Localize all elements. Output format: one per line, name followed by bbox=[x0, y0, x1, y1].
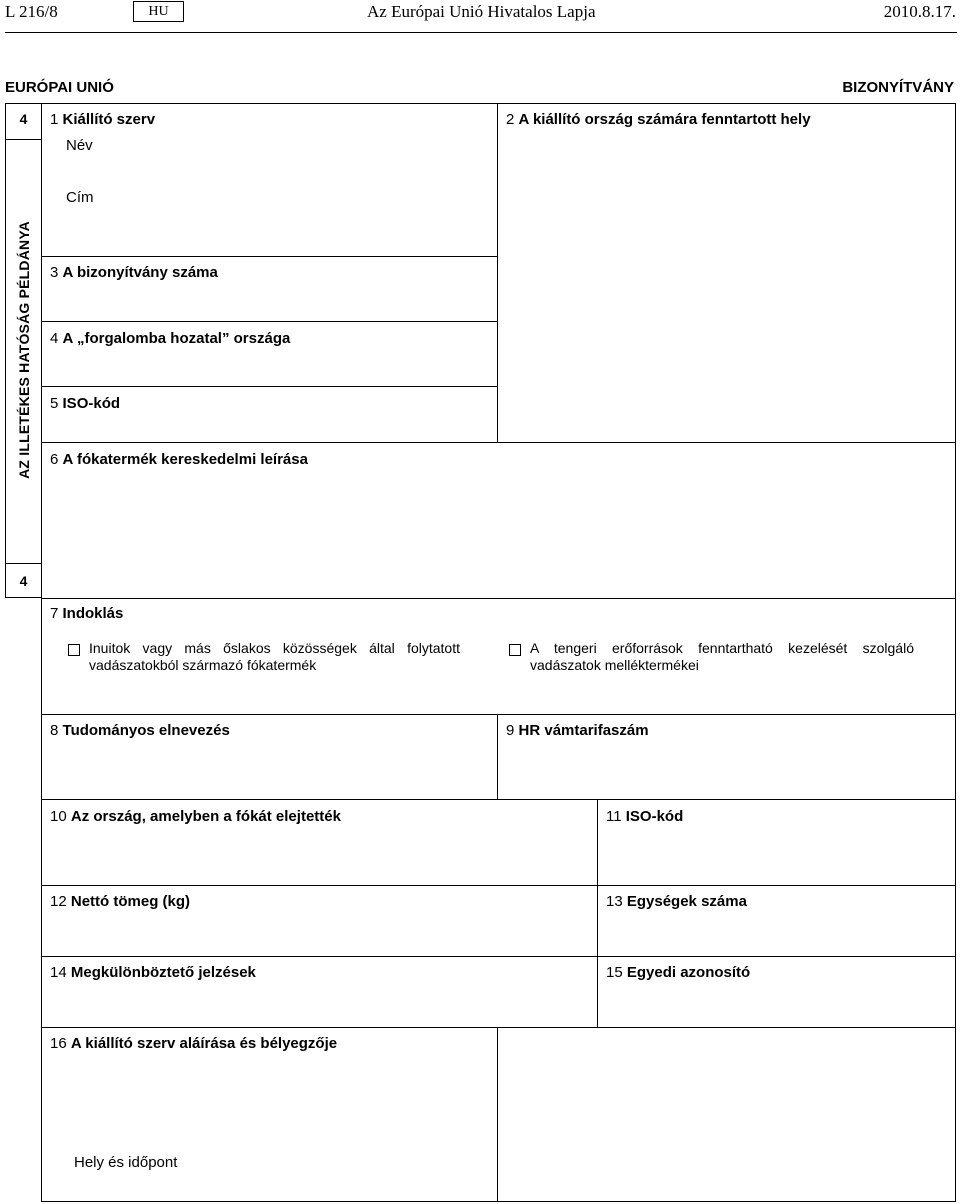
copy-column-divider-top bbox=[5, 139, 42, 140]
language-code-box: HU bbox=[133, 1, 184, 22]
divider-box3-box4 bbox=[41, 321, 498, 322]
field-14-label: 14 Megkülönböztető jelzések bbox=[50, 964, 256, 981]
copy-column-divider-bottom bbox=[5, 563, 42, 564]
divider-box16-right bbox=[497, 1027, 498, 1202]
divider-box8-box10 bbox=[41, 799, 956, 800]
checkbox-option-2[interactable] bbox=[509, 644, 521, 656]
field-4-label: 4 A „forgalomba hozatal” országa bbox=[50, 330, 291, 347]
divider-box10-box12 bbox=[41, 885, 956, 886]
certificate-title: BIZONYÍTVÁNY bbox=[842, 79, 954, 96]
copy-number-top: 4 bbox=[19, 111, 28, 127]
divider-box14-box16 bbox=[41, 1027, 956, 1028]
field-15-label: 15 Egyedi azonosító bbox=[606, 964, 751, 981]
field-6-label: 6 A fókatermék kereskedelmi leírása bbox=[50, 451, 308, 468]
eu-title: EURÓPAI UNIÓ bbox=[5, 79, 114, 96]
journal-title: Az Európai Unió Hivatalos Lapja bbox=[367, 2, 596, 21]
divider-box10-box11 bbox=[597, 799, 598, 1028]
header-rule bbox=[5, 32, 957, 33]
field-16-label: 16 A kiállító szerv aláírása és bélyegzője bbox=[50, 1035, 338, 1052]
field-7-option-1[interactable] bbox=[68, 640, 460, 674]
field-7-label: 7 Indoklás bbox=[50, 605, 124, 622]
field-1-name-label: Név bbox=[66, 137, 93, 154]
field-9-label: 9 HR vámtarifaszám bbox=[506, 722, 649, 739]
divider-box6-box7 bbox=[41, 598, 956, 599]
field-1-label: 1 Kiállító szerv bbox=[50, 111, 156, 128]
divider-box1-box3 bbox=[41, 256, 498, 257]
competent-authority-copy-label: AZ ILLETÉKES HATÓSÁG PÉLDÁNYA bbox=[16, 221, 32, 479]
divider-box5-box6 bbox=[41, 442, 956, 443]
divider-box12-box14 bbox=[41, 956, 956, 957]
divider-box1-box2 bbox=[497, 103, 498, 442]
field-11-label: 11 ISO-kód bbox=[606, 808, 684, 825]
field-5-label: 5 ISO-kód bbox=[50, 395, 121, 412]
field-8-label: 8 Tudományos elnevezés bbox=[50, 722, 230, 739]
field-13-label: 13 Egységek száma bbox=[606, 893, 747, 910]
copy-number-bottom: 4 bbox=[19, 573, 28, 589]
field-1-address-label: Cím bbox=[66, 189, 94, 206]
option-2-text: A tengeri erőforrások fenntartható kezelését szolgáló vadászatok melléktermékei bbox=[530, 640, 914, 673]
option-1-text: Inuitok vagy más őslakos közösségek által folytatott vadászatokból származó fókatermék bbox=[89, 640, 460, 673]
field-12-label: 12 Nettó tömeg (kg) bbox=[50, 893, 191, 910]
divider-box8-box9 bbox=[497, 714, 498, 800]
divider-box4-box5 bbox=[41, 386, 498, 387]
field-10-label: 10 Az ország, amelyben a fókát elejtették bbox=[50, 808, 341, 825]
checkbox-option-1[interactable] bbox=[68, 644, 80, 656]
publication-date: 2010.8.17. bbox=[883, 2, 956, 21]
field-7-option-2[interactable] bbox=[509, 640, 914, 674]
field-3-label: 3 A bizonyítvány száma bbox=[50, 264, 218, 281]
page-reference: L 216/8 bbox=[5, 2, 58, 21]
field-2-label: 2 A kiállító ország számára fenntartott hely bbox=[506, 111, 811, 128]
place-and-date-label: Hely és időpont bbox=[74, 1154, 178, 1171]
divider-box7-box8 bbox=[41, 714, 956, 715]
